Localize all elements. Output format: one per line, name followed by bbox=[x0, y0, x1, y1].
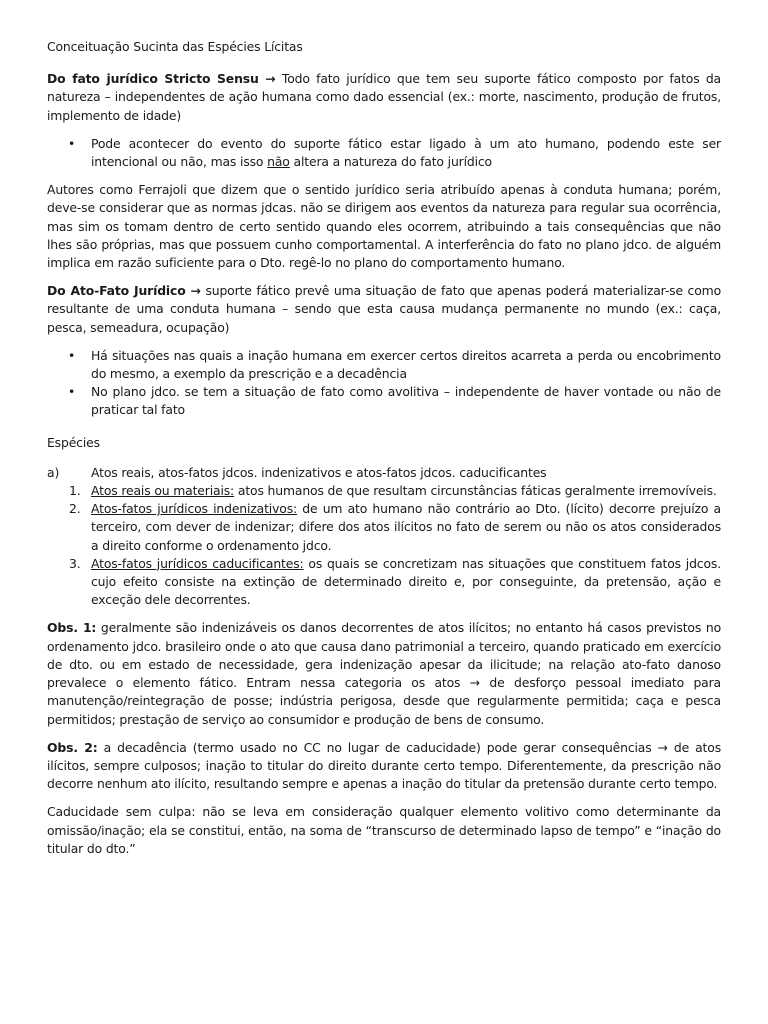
observation-2: Obs. 2: a decadência (termo usado no CC no lugar de caducidade) pode gerar consequências → de atos ilícitos, sempre culposos; inação to titular do direito durante certo tempo. Diferentemente, da prescrição não decorre nenhum ato ilícito, resultando sempre e apenas a inação do titular da pretensão durante certo tempo. bbox=[47, 739, 721, 792]
section-fato-juridico bbox=[47, 70, 721, 125]
underlined-word: não bbox=[267, 154, 290, 170]
observation-1: Obs. 1: geralmente são indenizáveis os danos decorrentes de atos ilícitos; no entanto há casos previstos no ordenamento jdco. brasileiro onde o ato que causa dano patrimonial a terceiro, quando praticado em exercício de dto. ou em estado de necessidade, gera indenização apesar da ilicitude; na relação ato-fato danoso prevalece o elemento fático. Entram nessa categoria os atos → de desforço pessoal imediato para manutenção/reintegração de posse; indústria perigosa, desde que regularmente permitida; caça e pesca permitidos; prestação de serviço ao consumidor e produção de bens de consumo. bbox=[47, 620, 721, 727]
section-text: suporte fático prevê uma situação de fato que apenas poderá materializar-se como resultante de uma conduta humana – sendo que esta causa mudança permanente no mundo (ex.: caça, pesca, semeadura, ocupação) bbox=[47, 283, 721, 335]
especies-item-a bbox=[47, 464, 721, 482]
bullet-list bbox=[47, 347, 721, 420]
item-letter: a) bbox=[47, 464, 60, 480]
document-title: Conceituação Sucinta das Espécies Lícitas bbox=[47, 39, 303, 54]
list-item: • Há situações nas quais a inação humana em exercer certos direitos acarreta a perda ou encobrimento do mesmo, a exemplo da prescrição e a decadência bbox=[47, 347, 721, 383]
section-text: Todo fato jurídico que tem seu suporte fático composto por fatos da natureza – independentes de ação humana como dado essencial (ex.: morte, nascimento, produção de frutos, implemento de idade) bbox=[47, 71, 721, 123]
list-item: • Pode acontecer do evento do suporte fático estar ligado à um ato humano, podendo este ser intencional ou não, mas isso não altera a natureza do fato jurídico bbox=[47, 135, 721, 171]
list-item: 1. Atos reais ou materiais: atos humanos de que resultam circunstâncias fáticas geralmente irremovíveis. bbox=[69, 483, 717, 499]
obs-label: Obs. 1: bbox=[47, 620, 97, 636]
list-item: 2. Atos-fatos jurídicos indenizativos: de um ato humano não contrário ao Dto. (lícito) decorre prejuízo a terceiro, com dever de indenizar; difere dos atos ilícitos no fato de serem ou não os atos considerados a direito conforme o ordenamento jdco. bbox=[69, 501, 721, 553]
section-heading: Do fato jurídico Stricto Sensu → bbox=[47, 71, 276, 87]
numbered-list bbox=[47, 482, 721, 609]
section-heading: Do Ato-Fato Jurídico → bbox=[47, 283, 201, 299]
paragraph-autores: Autores como Ferrajoli que dizem que o sentido jurídico seria atribuído apenas à conduta humana; porém, deve-se considerar que as normas jdcas. não se dirigem aos eventos da natureza para regular sua ocorrência, mas sim os tomam dentro de certo sentido quando eles ocorrem, atribuindo a tais consequências que não lhes são próprias, mas que possuem cunho comportamental. A interferência do fato no plano jdco. de alguém implica em razão suficiente para o Dto. regê-lo no plano do comportamento humano. bbox=[47, 182, 721, 271]
bullet-list bbox=[47, 135, 721, 171]
item-text: Atos reais, atos-fatos jdcos. indenizativos e atos-fatos jdcos. caducificantes bbox=[91, 464, 547, 480]
list-item: 3. Atos-fatos jurídicos caducificantes: os quais se concretizam nas situações que constituem fatos jdcos. cujo efeito consiste na extinção de determinado direito e, por conseguinte, da pretensão, ação e exceção dele decorrentes. bbox=[69, 555, 721, 608]
term: Atos-fatos jurídicos caducificantes: bbox=[91, 555, 304, 571]
especies-label: Espécies bbox=[47, 434, 100, 450]
paragraph-caducidade: Caducidade sem culpa: não se leva em consideração qualquer elemento volitivo como determinante da omissão/inação; ela se constitui, então, na soma de “transcurso de determinado lapso de tempo” e “inação do titular do dto.” bbox=[47, 804, 721, 856]
list-item: • No plano jdco. se tem a situação de fato como avolitiva – independente de haver vontade ou não de praticar tal fato bbox=[47, 383, 721, 419]
obs-label: Obs. 2: bbox=[47, 739, 98, 755]
term: Atos reais ou materiais: bbox=[91, 483, 235, 499]
section-ato-fato bbox=[47, 282, 721, 337]
term: Atos-fatos jurídicos indenizativos: bbox=[91, 501, 298, 517]
